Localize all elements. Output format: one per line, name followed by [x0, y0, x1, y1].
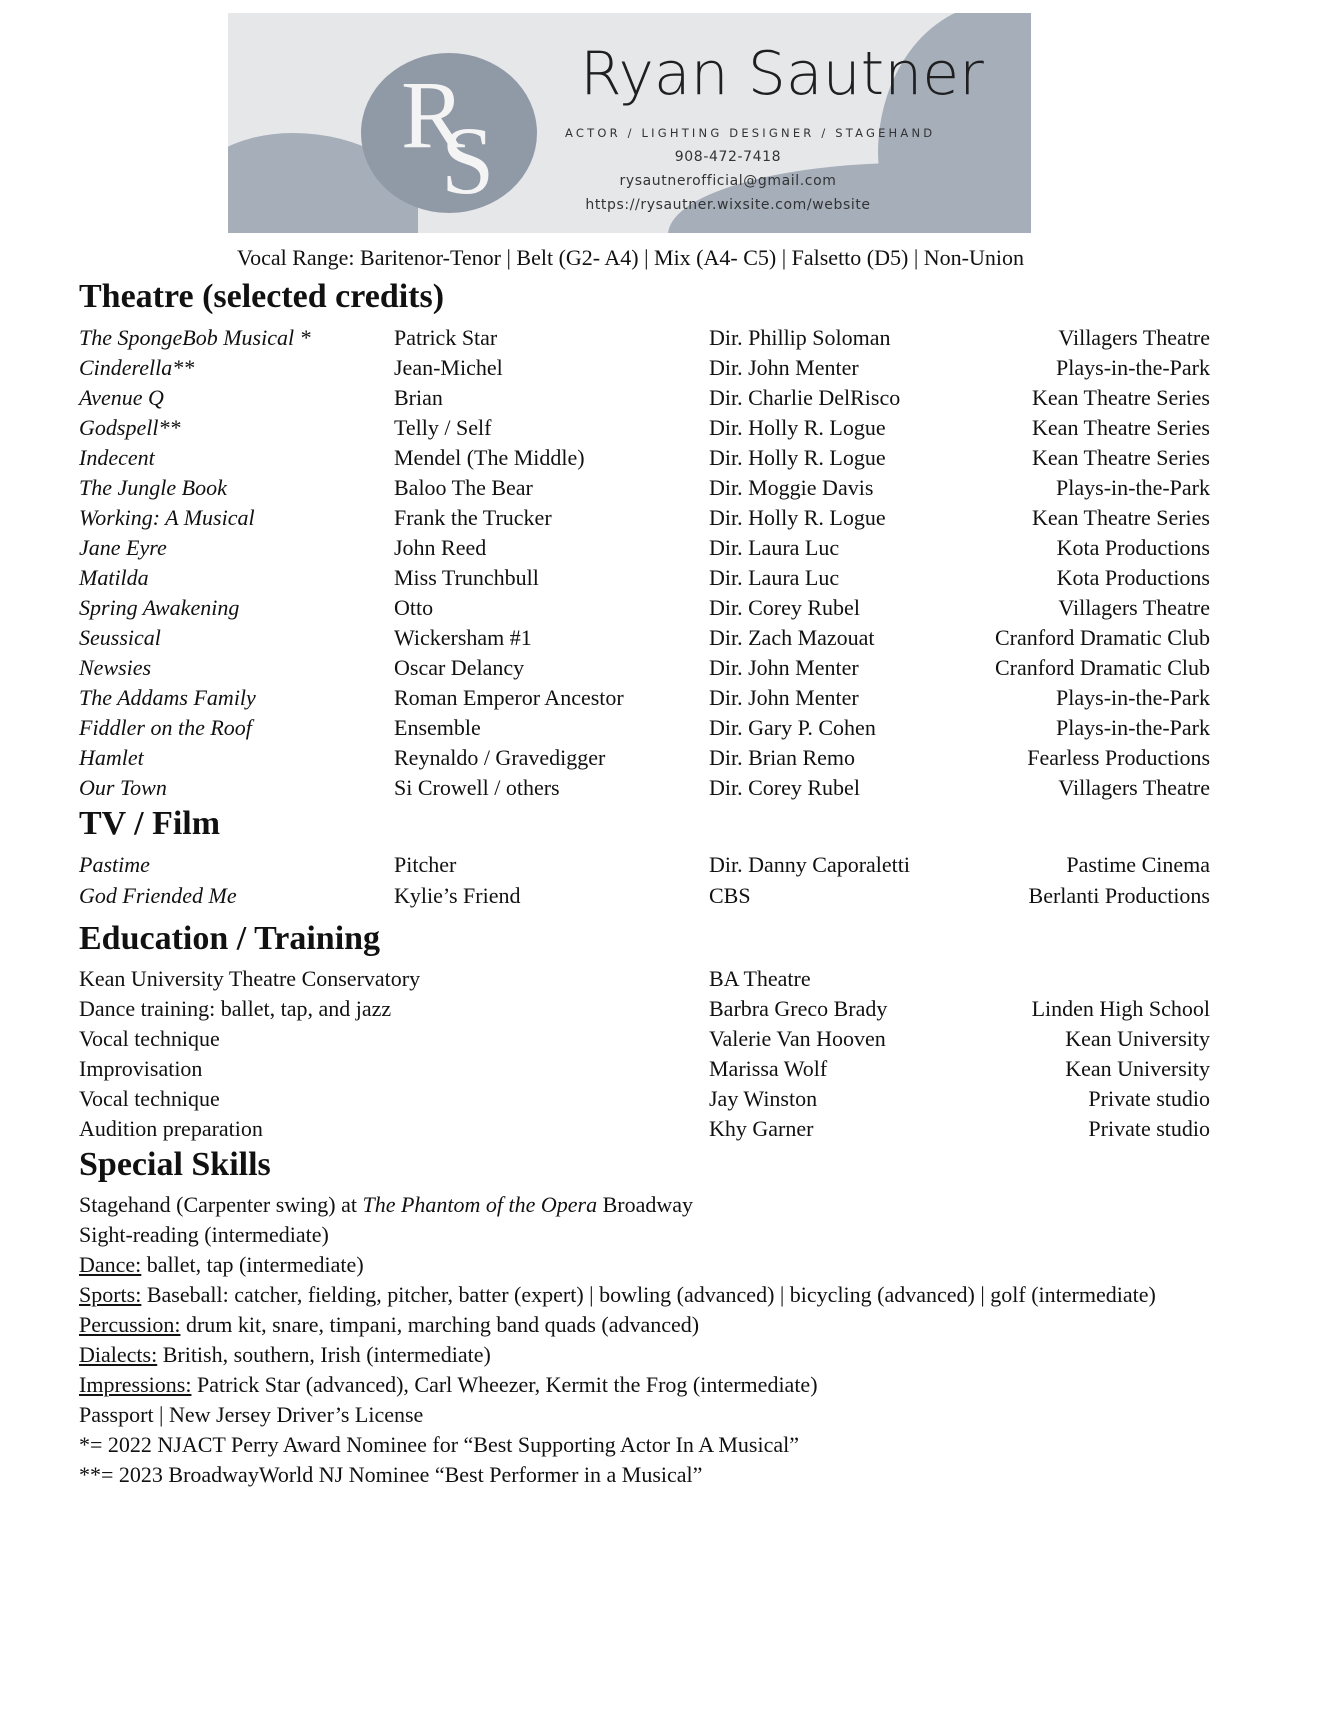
credit-role: Otto: [394, 595, 434, 620]
credit-role: Reynaldo / Gravedigger: [394, 745, 606, 770]
education-place: Linden High School: [1031, 996, 1210, 1021]
credit-role: Telly / Self: [394, 415, 492, 440]
award-note-2: **= 2023 BroadwayWorld NJ Nominee “Best Performer in a Musical”: [79, 1462, 703, 1487]
credit-company: Kean Theatre Series: [1032, 505, 1210, 530]
education-row: [79, 966, 1210, 996]
skill-passport: Passport | New Jersey Driver’s License: [79, 1402, 424, 1427]
credit-director: Dir. Holly R. Logue: [709, 445, 886, 470]
stagehand-show: The Phantom of the Opera: [362, 1192, 598, 1217]
credit-show: Fiddler on the Roof: [79, 715, 252, 740]
credit-row: [79, 852, 1210, 882]
credit-role: Wickersham #1: [394, 625, 532, 650]
credit-director: Dir. Gary P. Cohen: [709, 715, 876, 740]
credit-row: [79, 445, 1210, 475]
education-place: Private studio: [1088, 1116, 1210, 1141]
credit-row: [79, 715, 1210, 745]
credit-company: Villagers Theatre: [1058, 775, 1210, 800]
education-subject: Vocal technique: [79, 1026, 220, 1051]
logo-letter-s: S: [441, 107, 495, 214]
credit-company: Villagers Theatre: [1058, 325, 1210, 350]
credit-director: Dir. Holly R. Logue: [709, 415, 886, 440]
credit-role: Baloo The Bear: [394, 475, 533, 500]
credit-role: Miss Trunchbull: [394, 565, 539, 590]
skill-sight-reading: Sight-reading (intermediate): [79, 1222, 329, 1247]
education-subject: Vocal technique: [79, 1086, 220, 1111]
sports-label: Sports:: [79, 1282, 142, 1307]
credit-show: Our Town: [79, 775, 167, 800]
credit-director: Dir. Corey Rubel: [709, 595, 860, 620]
skill-dance: [79, 1252, 364, 1278]
credit-row: [79, 325, 1210, 355]
education-row: [79, 1116, 1210, 1146]
credit-role: Patrick Star: [394, 325, 498, 350]
credit-company: Cranford Dramatic Club: [994, 655, 1210, 680]
credit-show: Matilda: [79, 565, 149, 590]
credit-show: Spring Awakening: [79, 595, 240, 620]
education-row: [79, 1026, 1210, 1056]
education-row: [79, 996, 1210, 1026]
website-url: https://rysautner.wixsite.com/website: [585, 197, 871, 213]
credit-role: Pitcher: [394, 852, 457, 877]
credit-director: Dir. Zach Mazouat: [709, 625, 875, 650]
dance-text: ballet, tap (intermediate): [141, 1252, 364, 1277]
header-banner: [228, 13, 1031, 233]
credit-director: Dir. John Menter: [709, 355, 859, 380]
credit-role: Frank the Trucker: [394, 505, 552, 530]
credit-show: The Addams Family: [79, 685, 256, 710]
credit-company: Kean Theatre Series: [1032, 445, 1210, 470]
skill-stagehand: [79, 1192, 693, 1218]
credit-role: Si Crowell / others: [394, 775, 560, 800]
dialects-label: Dialects:: [79, 1342, 158, 1367]
credit-show: Seussical: [79, 625, 161, 650]
credit-show: The SpongeBob Musical *: [79, 325, 311, 350]
credit-row: [79, 385, 1210, 415]
email-address: rysautnerofficial@gmail.com: [619, 173, 837, 189]
credit-show: Newsies: [79, 655, 152, 680]
credit-company: Fearless Productions: [1027, 745, 1210, 770]
education-place: Private studio: [1088, 1086, 1210, 1111]
credit-director: Dir. Corey Rubel: [709, 775, 860, 800]
percussion-text: drum kit, snare, timpani, marching band quads (advanced): [180, 1312, 700, 1337]
credit-row: [79, 745, 1210, 775]
credit-row: [79, 475, 1210, 505]
credit-company: Cranford Dramatic Club: [994, 625, 1210, 650]
education-teacher: Valerie Van Hooven: [709, 1026, 886, 1051]
credit-row: [79, 883, 1210, 913]
credit-row: [79, 625, 1210, 655]
education-row: [79, 1086, 1210, 1116]
stagehand-suffix: Broadway: [597, 1192, 694, 1217]
credit-company: Pastime Cinema: [1066, 852, 1210, 877]
credit-show: The Jungle Book: [79, 475, 227, 500]
credit-show: Godspell**: [79, 415, 181, 440]
education-teacher: BA Theatre: [709, 966, 811, 991]
credit-role: Jean-Michel: [394, 355, 503, 380]
credit-show: Pastime: [79, 852, 150, 877]
credit-director: Dir. Danny Caporaletti: [709, 852, 911, 877]
credit-show: Jane Eyre: [79, 535, 167, 560]
skill-sports: [79, 1282, 1156, 1308]
credit-company: Plays-in-the-Park: [1056, 355, 1210, 380]
education-subject: Audition preparation: [79, 1116, 263, 1141]
credit-role: Oscar Delancy: [394, 655, 525, 680]
tvfilm-heading: TV / Film: [79, 805, 221, 842]
resume-name: Ryan Sautner: [580, 39, 984, 109]
education-place: Kean University: [1065, 1026, 1210, 1051]
education-subject: Dance training: ballet, tap, and jazz: [79, 996, 392, 1021]
percussion-label: Percussion:: [79, 1312, 181, 1337]
credit-company: Kota Productions: [1056, 535, 1210, 560]
education-row: [79, 1056, 1210, 1086]
education-place: Kean University: [1065, 1056, 1210, 1081]
credit-company: Villagers Theatre: [1058, 595, 1210, 620]
theatre-heading: Theatre (selected credits): [79, 278, 445, 315]
credit-director: CBS: [709, 883, 751, 908]
roles-tagline: ACTOR / LIGHTING DESIGNER / STAGEHAND: [565, 126, 936, 140]
credit-director: Dir. Moggie Davis: [709, 475, 874, 500]
dialects-text: British, southern, Irish (intermediate): [157, 1342, 491, 1367]
credit-row: [79, 355, 1210, 385]
phone-number: 908-472-7418: [674, 149, 782, 165]
credit-role: John Reed: [394, 535, 487, 560]
credit-row: [79, 565, 1210, 595]
credit-role: Kylie’s Friend: [394, 883, 521, 908]
skills-heading: Special Skills: [79, 1146, 271, 1183]
skill-impressions: [79, 1372, 818, 1398]
credit-company: Kean Theatre Series: [1032, 385, 1210, 410]
logo-letter-r: R: [401, 61, 466, 168]
credit-row: [79, 505, 1210, 535]
credit-company: Kota Productions: [1056, 565, 1210, 590]
credit-director: Dir. John Menter: [709, 655, 859, 680]
education-teacher: Marissa Wolf: [709, 1056, 828, 1081]
credit-row: [79, 415, 1210, 445]
education-heading: Education / Training: [79, 920, 381, 957]
credit-director: Dir. Charlie DelRisco: [709, 385, 901, 410]
sports-text: Baseball: catcher, fielding, pitcher, batter (expert) | bowling (advanced) | bicycling (advanced) | golf (intermediate): [141, 1282, 1156, 1307]
credit-director: Dir. Laura Luc: [709, 565, 840, 590]
education-teacher: Khy Garner: [709, 1116, 814, 1141]
credit-show: Avenue Q: [79, 385, 164, 410]
credit-row: [79, 535, 1210, 565]
stagehand-text: Stagehand (Carpenter swing) at: [79, 1192, 363, 1217]
credit-company: Berlanti Productions: [1028, 883, 1210, 908]
skill-percussion: [79, 1312, 699, 1338]
credit-role: Mendel (The Middle): [394, 445, 585, 470]
credit-company: Plays-in-the-Park: [1056, 685, 1210, 710]
vocal-range: Vocal Range: Baritenor-Tenor | Belt (G2- A4) | Mix (A4- C5) | Falsetto (D5) | Non-Union: [237, 245, 1024, 270]
credit-director: Dir. John Menter: [709, 685, 859, 710]
credit-director: Dir. Laura Luc: [709, 535, 840, 560]
credit-show: Cinderella**: [79, 355, 195, 380]
education-teacher: Barbra Greco Brady: [709, 996, 888, 1021]
credit-director: Dir. Brian Remo: [709, 745, 856, 770]
credit-show: Hamlet: [79, 745, 144, 770]
dance-label: Dance:: [79, 1252, 142, 1277]
credit-role: Brian: [394, 385, 443, 410]
award-note-1: *= 2022 NJACT Perry Award Nominee for “Best Supporting Actor In A Musical”: [79, 1432, 800, 1457]
rs-monogram-logo: [361, 53, 537, 213]
credit-row: [79, 685, 1210, 715]
credit-show: Indecent: [79, 445, 155, 470]
credit-company: Plays-in-the-Park: [1056, 715, 1210, 740]
education-subject: Kean University Theatre Conservatory: [79, 966, 421, 991]
skill-dialects: [79, 1342, 491, 1368]
education-subject: Improvisation: [79, 1056, 203, 1081]
credit-row: [79, 595, 1210, 625]
credit-row: [79, 775, 1210, 805]
impressions-label: Impressions:: [79, 1372, 192, 1397]
credit-show: God Friended Me: [79, 883, 237, 908]
credit-director: Dir. Phillip Soloman: [709, 325, 891, 350]
credit-director: Dir. Holly R. Logue: [709, 505, 886, 530]
credit-role: Roman Emperor Ancestor: [394, 685, 624, 710]
credit-row: [79, 655, 1210, 685]
credit-role: Ensemble: [394, 715, 481, 740]
impressions-text: Patrick Star (advanced), Carl Wheezer, Kermit the Frog (intermediate): [191, 1372, 818, 1397]
credit-show: Working: A Musical: [79, 505, 255, 530]
credit-company: Kean Theatre Series: [1032, 415, 1210, 440]
credit-company: Plays-in-the-Park: [1056, 475, 1210, 500]
education-teacher: Jay Winston: [709, 1086, 818, 1111]
